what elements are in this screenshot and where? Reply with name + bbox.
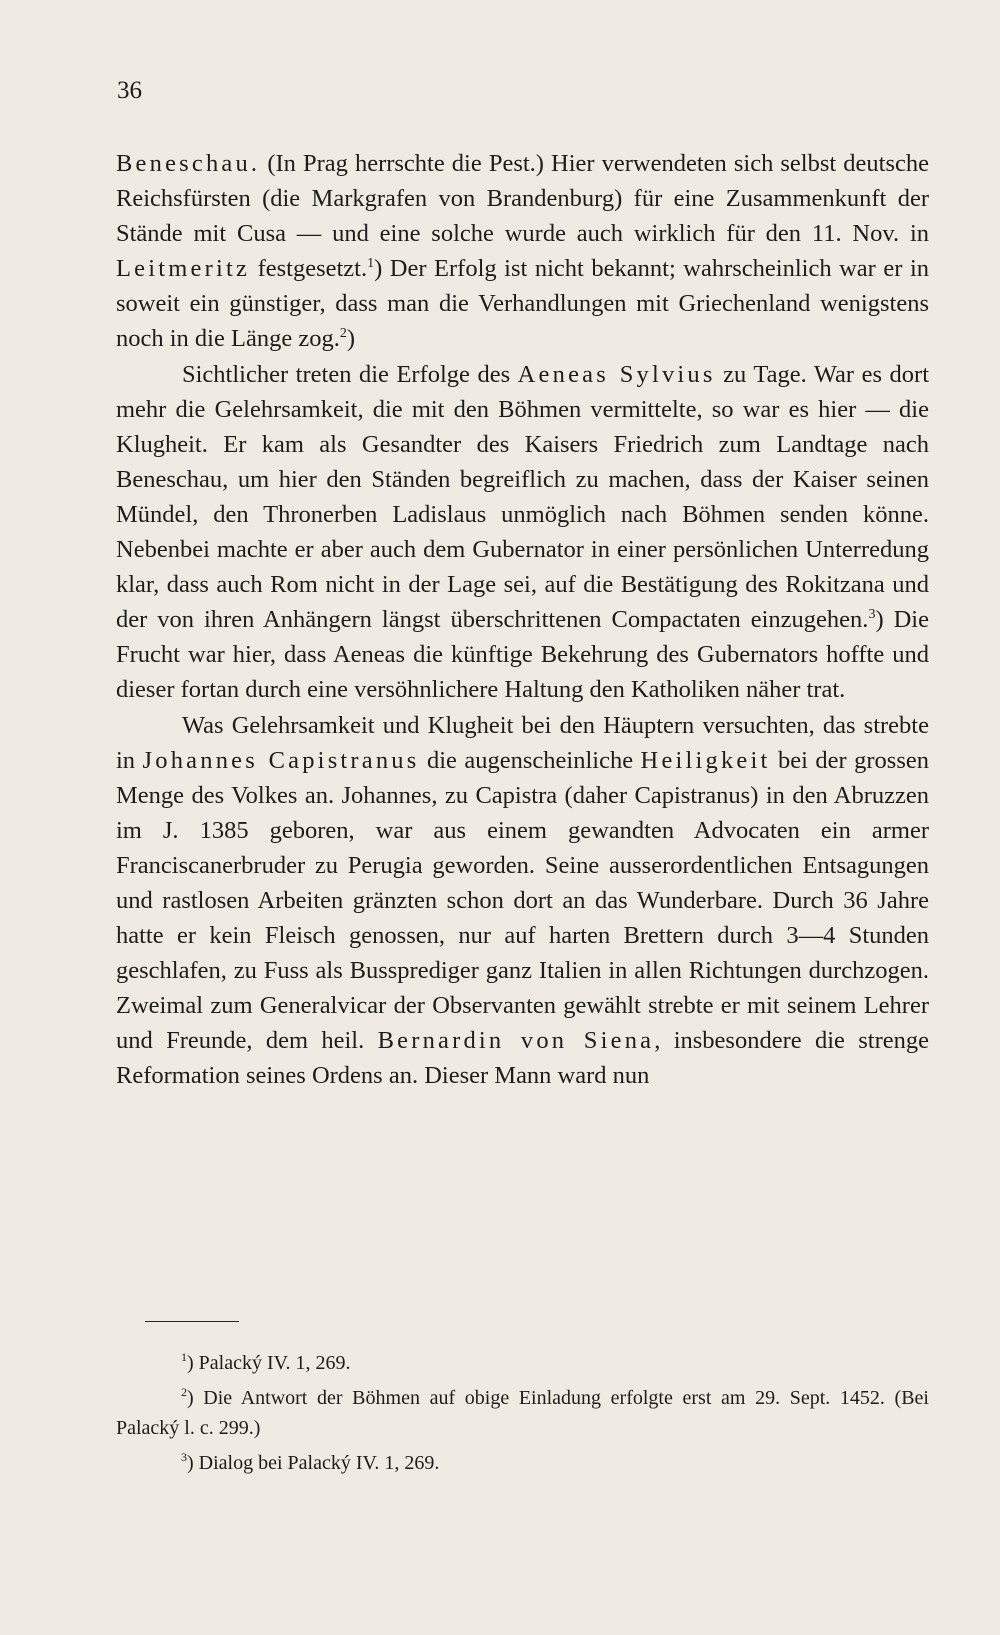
footnote-mark: 3 [181,1450,187,1464]
footnote-3 [116,1448,929,1478]
text-segment: ) [346,325,355,353]
footnotes [116,1348,929,1483]
text-segment: Leitmeritz [116,255,251,283]
text-segment: Bernardin von Siena [377,1027,655,1055]
text-segment: (In Prag herrschte die Pest.) Hier verwendeten sich selbst deutsche Reichsfürsten (die Markgrafen von Brandenburg) für eine Zusammenkunft der Stände mit Cusa — und eine solche wurde auch wirklich für den 11. Nov. in [116,150,929,248]
text-segment: die augenscheinliche [419,746,641,774]
text-segment: festgesetzt. [250,255,368,283]
main-text [116,146,929,1094]
text-segment: bei der grossen Menge des Volkes an. Johannes, zu Capistra (daher Capistranus) in den Abruzzen im J. 1385 geboren, war aus einem gewandten Advocaten ein armer Franciscanerbruder zu Perugia geworden. Seine ausserordentlichen Entsagungen und rastlosen Arbeiten gränzten schon dort an das Wunderbare. Durch 36 Jahre hatte er kein Fleisch genossen, nur auf harten Brettern durch 3—4 Stunden geschlafen, zu Fuss als Bussprediger ganz Italien in allen Richtungen durchzogen. Zweimal zum Generalvicar der Observanten gewählt strebte er mit seinem Lehrer und Freunde, dem heil. [116,746,929,1055]
footnote-ref: 3 [868,607,876,623]
footnote-text: ) Die Antwort der Böhmen auf obige Einladung erfolgte erst am 29. Sept. 1452. (Bei Palacký l. c. 299.) [116,1387,929,1439]
page-number: 36 [117,77,142,104]
text-segment: Johannes Capistranus [142,746,420,774]
text-segment: Beneschau. [116,150,261,177]
text-segment: ) Die Frucht war hier, dass Aeneas die künftige Bekehrung des Gubernators hoffte und dieser fortan durch eine versöhnlichere Haltung den Katholiken näher trat. [116,606,929,704]
footnote-mark: 1 [181,1350,187,1364]
footnote-text: ) Dialog bei Palacký IV. 1, 269. [187,1452,440,1474]
footnote-mark: 2 [181,1385,187,1399]
text-segment: Heiligkeit [640,746,771,774]
footnote-text: ) Palacký IV. 1, 269. [187,1352,351,1374]
text-segment: , insbesondere die strenge Reformation seines Ordens an. Dieser Mann ward nun [116,1027,929,1090]
paragraph-2 [116,357,929,708]
text-segment: zu Tage. War es dort mehr die Gelehrsamkeit, die mit den Böhmen vermittelte, so war es hier — die Klugheit. Er kam als Gesandter des Kaisers Friedrich zum Landtage nach Beneschau, um hier den Ständen begreiflich zu machen, dass der Kaiser seinen Mündel, den Thronerben Ladislaus unmöglich nach Böhmen senden könne. Nebenbei machte er aber auch dem Gubernator in einer persönlichen Unterredung klar, dass auch Rom nicht in der Lage sei, auf die Bestätigung des Rokitzana und der von ihren Anhängern längst überschrittenen Compactaten einzugehen. [116,360,929,634]
footnote-ref: 1 [367,256,375,272]
footnote-ref: 2 [339,326,347,342]
paragraph-1 [116,146,929,357]
footnote-divider [145,1321,239,1322]
footnote-1 [116,1348,929,1378]
paragraph-3 [116,708,929,1094]
text-segment: Aeneas Sylvius [517,360,716,388]
text-segment: Was Gelehrsamkeit und Klugheit bei den Häuptern versuchten, das strebte in [116,711,929,774]
text-segment: ) Der Erfolg ist nicht bekannt; wahrscheinlich war er in soweit ein günstiger, dass man die Verhandlungen mit Griechenland wenigstens noch in die Länge zog. [116,255,929,353]
text-segment: Sichtlicher treten die Erfolge des [182,360,518,388]
footnote-2 [116,1383,929,1443]
